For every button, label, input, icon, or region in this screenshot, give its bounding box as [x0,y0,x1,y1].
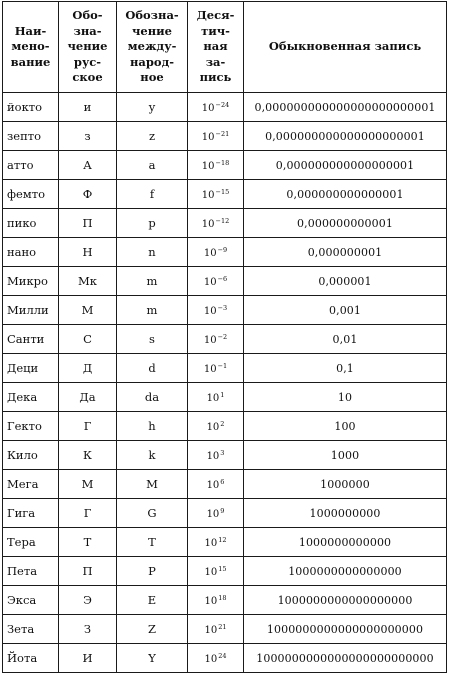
international-symbol: m [117,267,188,296]
table-header [3,2,447,93]
power-exponent: −21 [215,129,230,138]
international-symbol: da [117,383,188,412]
header-regular-notation [244,2,447,93]
decimal-notation [188,441,244,470]
regular-notation: 1000000000 [244,499,447,528]
russian-symbol: Г [59,499,117,528]
prefix-name: пико [3,209,59,238]
table-row [3,122,447,151]
russian-symbol: П [59,209,117,238]
decimal-notation [188,122,244,151]
russian-symbol: Э [59,586,117,615]
table-row [3,441,447,470]
header-line: за- [205,54,226,69]
russian-symbol: Н [59,238,117,267]
table-body [3,93,447,673]
header-row [3,2,447,93]
international-symbol: E [117,586,188,615]
prefix-name: зепто [3,122,59,151]
regular-notation: 0,000000000000001 [244,180,447,209]
international-symbol: Z [117,615,188,644]
table-row [3,267,447,296]
table-row [3,586,447,615]
power-exponent: 1 [220,390,225,399]
power-base: 10 [201,131,215,143]
decimal-notation [188,209,244,238]
prefix-name: фемто [3,180,59,209]
regular-notation: 0,000000000000000001 [244,151,447,180]
decimal-notation [188,470,244,499]
regular-notation: 10 [244,383,447,412]
regular-notation: 0,000000000000000000000001 [244,93,447,122]
power-base: 10 [206,479,220,491]
table-row [3,470,447,499]
international-symbol: f [117,180,188,209]
russian-symbol: П [59,557,117,586]
header-line: ское [72,70,103,85]
regular-notation: 1000000000000000000 [244,586,447,615]
table-row [3,325,447,354]
prefix-name: атто [3,151,59,180]
table-row [3,644,447,673]
power-exponent: 15 [218,564,227,573]
decimal-notation [188,238,244,267]
international-symbol: G [117,499,188,528]
power-base: 10 [204,537,218,549]
international-symbol: h [117,412,188,441]
header-line: мено- [11,39,50,54]
power-base: 10 [201,160,215,172]
table-row [3,354,447,383]
power-exponent: −18 [215,158,230,167]
power-base: 10 [203,334,217,346]
prefix-name: Йота [3,644,59,673]
decimal-notation [188,499,244,528]
international-symbol: n [117,238,188,267]
russian-symbol: М [59,296,117,325]
header-line: зна- [73,23,102,38]
international-symbol: s [117,325,188,354]
table-row [3,296,447,325]
power-exponent: −15 [215,187,230,196]
decimal-notation [188,325,244,354]
decimal-notation [188,557,244,586]
russian-symbol: Г [59,412,117,441]
regular-notation: 1000000000000000000000 [244,615,447,644]
russian-symbol: З [59,615,117,644]
power-exponent: 24 [218,651,227,660]
russian-symbol: К [59,441,117,470]
international-symbol: z [117,122,188,151]
international-symbol: p [117,209,188,238]
power-exponent: −12 [215,216,230,225]
power-exponent: 2 [220,419,225,428]
regular-notation: 0,1 [244,354,447,383]
power-base: 10 [201,218,215,230]
header-line: между- [127,39,177,54]
header-line: Обыкновенная запись [268,39,422,54]
header-decimal-notation [188,2,244,93]
header-line: Наи- [14,23,47,38]
power-base: 10 [206,508,220,520]
power-base: 10 [201,189,215,201]
prefix-name: Милли [3,296,59,325]
power-base: 10 [206,450,220,462]
decimal-notation [188,383,244,412]
table-row [3,238,447,267]
prefix-name: Тера [3,528,59,557]
table-row [3,615,447,644]
prefix-name: Гига [3,499,59,528]
table-row [3,93,447,122]
decimal-notation [188,528,244,557]
russian-symbol: з [59,122,117,151]
prefix-name: Зета [3,615,59,644]
table-row [3,180,447,209]
table-row [3,151,447,180]
power-exponent: −24 [215,100,230,109]
regular-notation: 0,000001 [244,267,447,296]
international-symbol: d [117,354,188,383]
prefix-name: Микро [3,267,59,296]
decimal-notation [188,151,244,180]
decimal-notation [188,412,244,441]
header-line: тич- [201,23,230,38]
russian-symbol: М [59,470,117,499]
power-base: 10 [203,276,217,288]
prefix-name: Экса [3,586,59,615]
header-line: пись [199,70,232,85]
power-exponent: 21 [218,622,227,631]
russian-symbol: Ф [59,180,117,209]
power-base: 10 [204,595,218,607]
power-base: 10 [204,566,218,578]
russian-symbol: А [59,151,117,180]
regular-notation: 0,000000000000000000001 [244,122,447,151]
header-line: Обозна- [125,8,179,23]
international-symbol: T [117,528,188,557]
power-base: 10 [204,653,218,665]
prefix-name: Гекто [3,412,59,441]
header-line: ное [140,70,164,85]
header-international-symbol [117,2,188,93]
decimal-notation [188,644,244,673]
power-exponent: −6 [217,274,228,283]
decimal-notation [188,586,244,615]
decimal-notation [188,267,244,296]
table-row [3,557,447,586]
russian-symbol: Мк [59,267,117,296]
power-base: 10 [201,102,215,114]
power-base: 10 [206,392,220,404]
russian-symbol: Д [59,354,117,383]
international-symbol: Y [117,644,188,673]
header-line: ная [203,39,228,54]
regular-notation: 1000000 [244,470,447,499]
power-base: 10 [206,421,220,433]
header-name [3,2,59,93]
international-symbol: M [117,470,188,499]
international-symbol: y [117,93,188,122]
international-symbol: k [117,441,188,470]
power-exponent: 9 [220,506,225,515]
power-exponent: −3 [217,303,228,312]
decimal-notation [188,615,244,644]
prefix-name: Мега [3,470,59,499]
regular-notation: 1000000000000 [244,528,447,557]
header-line: чение [132,23,172,38]
decimal-notation [188,354,244,383]
regular-notation: 1000 [244,441,447,470]
regular-notation: 0,001 [244,296,447,325]
header-line: чение [67,39,108,54]
decimal-notation [188,93,244,122]
power-exponent: 3 [220,448,225,457]
power-base: 10 [203,247,217,259]
prefix-name: Кило [3,441,59,470]
header-line: рус- [73,54,102,69]
header-line: народ- [129,54,175,69]
table-row [3,528,447,557]
prefix-name: Санти [3,325,59,354]
russian-symbol: Т [59,528,117,557]
decimal-notation [188,180,244,209]
si-prefix-table [2,1,447,673]
table-row [3,499,447,528]
russian-symbol: И [59,644,117,673]
international-symbol: m [117,296,188,325]
power-base: 10 [203,363,217,375]
document-page [2,1,446,686]
prefix-name: Дека [3,383,59,412]
international-symbol: a [117,151,188,180]
russian-symbol: С [59,325,117,354]
regular-notation: 1000000000000000 [244,557,447,586]
prefix-name: Пета [3,557,59,586]
regular-notation: 0,000000000001 [244,209,447,238]
international-symbol: P [117,557,188,586]
header-line: вание [10,54,51,69]
power-exponent: 12 [218,535,227,544]
regular-notation: 0,000000001 [244,238,447,267]
table-row [3,412,447,441]
power-exponent: −9 [217,245,228,254]
power-base: 10 [204,624,218,636]
prefix-name: нано [3,238,59,267]
power-exponent: −2 [217,332,228,341]
decimal-notation [188,296,244,325]
table-row [3,209,447,238]
power-base: 10 [203,305,217,317]
regular-notation: 1000000000000000000000000 [244,644,447,673]
table-row [3,383,447,412]
header-line: Деся- [196,8,235,23]
power-exponent: 6 [220,477,225,486]
russian-symbol: Да [59,383,117,412]
russian-symbol: и [59,93,117,122]
regular-notation: 100 [244,412,447,441]
power-exponent: 18 [218,593,227,602]
header-russian-symbol [59,2,117,93]
prefix-name: йокто [3,93,59,122]
prefix-name: Деци [3,354,59,383]
header-line: Обо- [72,8,103,23]
regular-notation: 0,01 [244,325,447,354]
power-exponent: −1 [217,361,228,370]
